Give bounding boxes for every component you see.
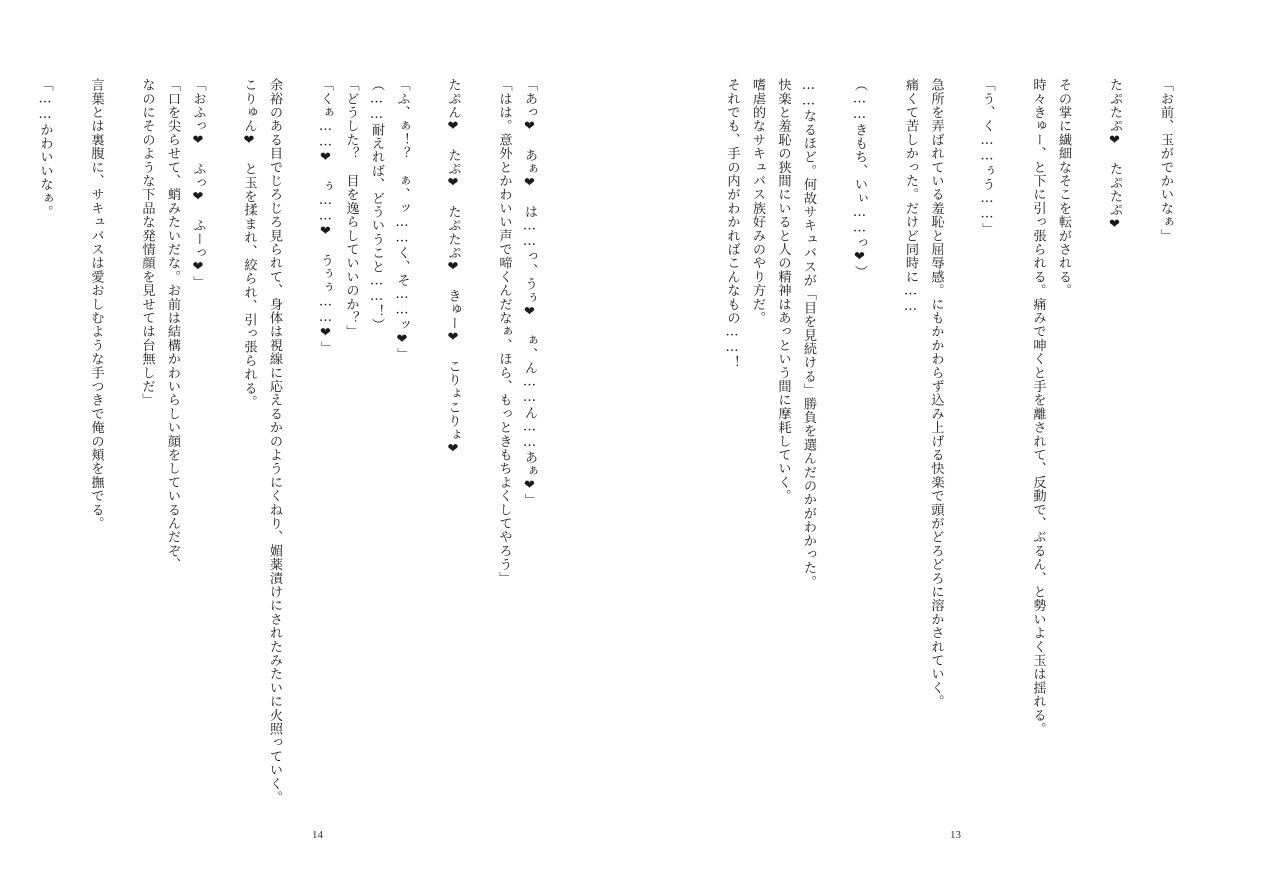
text-line: 嗜虐的なサキュバス族好みのやり方だ。 <box>750 78 765 325</box>
blank-line <box>1127 78 1153 823</box>
blank-line <box>287 78 313 823</box>
blank-line <box>58 78 84 823</box>
text-line: それでも、手の内がわかればこんなもの……！ <box>724 78 740 370</box>
text-line: 余裕のある目でじろじろ見られて、身体は視線に応えるかのようにくねり、媚薬漬けにされたみたいに火照っていく。 <box>267 78 282 805</box>
blank-line <box>821 78 847 823</box>
text-line: 「くぁ……❤ ぅ……❤ うぅぅ……❤」 <box>318 78 333 355</box>
blank-line <box>1000 78 1026 823</box>
text-line: 快楽と羞恥の狭間にいると人の精神はあっという間に摩耗していく。 <box>775 78 791 503</box>
page-number: 14 <box>312 829 323 841</box>
blank-line <box>109 78 135 823</box>
text-line: 「う、く……ぅう……」 <box>979 78 995 236</box>
text-line: ……なるほど。何故サキュバスが「目を見続ける」勝負を選んだのかがわかった。 <box>801 78 816 589</box>
text-line: 「ふ、ぁ！？ ぁ、ッ……く、そ……ッ❤」 <box>394 78 410 361</box>
text-line: 「お前、玉がでかいなぁ」 <box>1158 78 1173 243</box>
blank-line <box>949 78 975 823</box>
text-line: 痛くて苦しかった。だけど同時に…… <box>903 78 918 315</box>
page-right <box>637 0 1274 893</box>
text-line: 急所を弄ばれている羞恥と屈辱感。にもかかわらず込み上げる快楽で頭がどろどろに溶かされていく。 <box>928 78 944 709</box>
blank-line <box>872 78 898 823</box>
text-line: 「どうした？ 目を逸らしていいのか？」 <box>343 78 359 339</box>
text-line: たぷん❤ たぷ❤ たぷたぷ❤ きゅー❤ こりょこりょ❤ <box>445 78 461 457</box>
text-line: 「あっ❤ あぁ❤ は……っ、うぅ❤ ぁ、ん……ん……あぁ❤」 <box>522 78 537 507</box>
text-line: 「はは。意外とかわいい声で啼くんだなぁ、ほら、もっときもちよくしてやろう」 <box>496 78 512 585</box>
blank-line <box>415 78 441 823</box>
text-line: 言葉とは裏腹に、サキュバスは愛おしむような手つきで俺の頬を撫でる。 <box>88 78 104 531</box>
text-line: こりゅん❤ と玉を揉まれ、絞られ、引っ張られる。 <box>241 78 257 409</box>
blank-line <box>1076 78 1102 823</box>
page-number: 13 <box>950 829 961 841</box>
text-line: 「口を尖らせて、蛸みたいだな。お前は結構かわいらしい顔をしているんだぞ、 <box>165 78 180 572</box>
blank-line <box>211 78 237 823</box>
blank-line <box>466 78 492 823</box>
text-line: 「おふっ❤ ふっ❤ ふーっ❤」 <box>190 78 206 289</box>
text-line: 「……かわいいなぁ。 <box>37 78 53 219</box>
text-line: その掌に繊細なそこを転がされる。 <box>1056 78 1071 298</box>
body-text <box>32 78 542 823</box>
text-line: 時々きゅー、と下に引っ張られる。痛みで呻くと手を離されて、反動で、ぶるん、と勢いよく玉は揺れる。 <box>1030 78 1046 736</box>
text-line: なのにそのような下品な発情顔を見せては台無しだ」 <box>139 78 155 407</box>
text-line: （……きもち、いぃ……っ❤） <box>852 78 867 279</box>
text-line: （……耐えれば、どういうこと……！） <box>369 78 384 332</box>
body-text <box>719 78 1178 823</box>
text-line: たぷたぷ❤ たぷたぷ❤ <box>1107 78 1122 233</box>
